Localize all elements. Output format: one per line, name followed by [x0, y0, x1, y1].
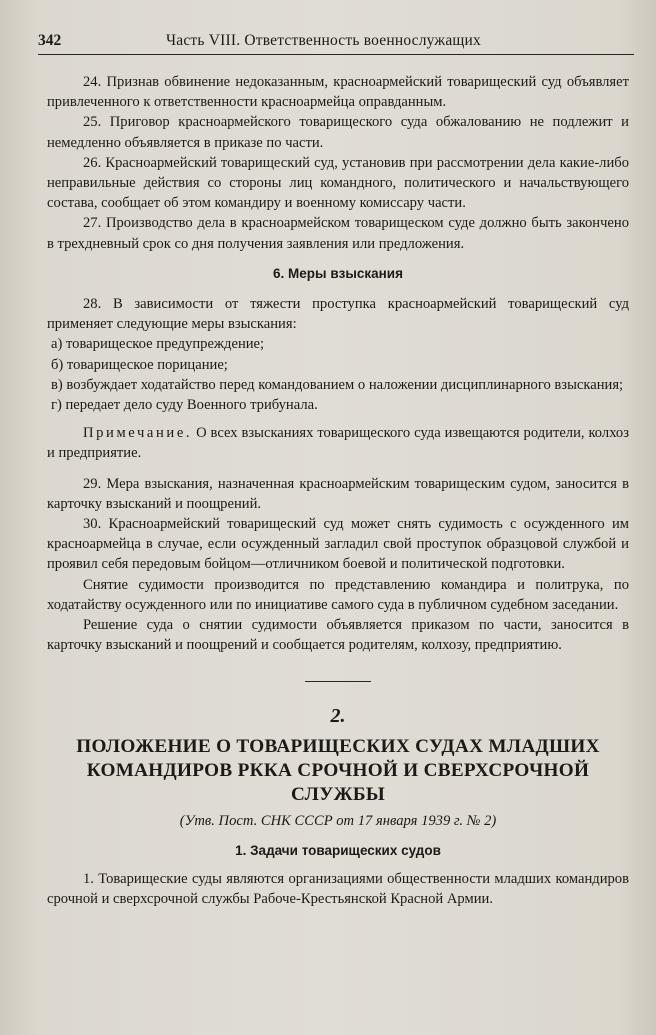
paragraph-25: 25. Приговор красноармейского товарищеского суда обжалованию не подлежит и немедленно объявляется в приказе по части.: [47, 114, 629, 151]
note-label: Примечание.: [83, 425, 193, 442]
list-item: в) возбуждает ходатайство перед командованием о наложении дисциплинарного взыскания;: [51, 376, 624, 393]
note-text: О всех взысканиях товарищеского суда извещаются родители, колхоз и предприятие.: [47, 425, 629, 462]
paragraph-29: 29. Мера взыскания, назначенная красноармейским товарищеским судом, заносится в карточку взысканий и поощрений.: [47, 475, 629, 512]
page-header: [38, 30, 634, 55]
list-item: г) передает дело суду Военного трибунала.: [51, 397, 318, 414]
list-item: а) товарищеское предупреждение;: [51, 336, 265, 353]
paragraph-27: 27. Производство дела в красноармейском товарищеском суде должно быть закончено в трехдневный срок со дня получения заявления или предложения.: [47, 215, 629, 252]
paragraph-24: 24. Признав обвинение недоказанным, красноармейский товарищеский суд объявляет привлеченного к ответственности красноармейца оправданным.: [47, 74, 629, 111]
list-item: б) товарищеское порицание;: [51, 356, 228, 373]
section-divider: [305, 681, 371, 682]
section-2-number: 2.: [330, 705, 346, 728]
section-2-paragraph-1: 1. Товарищеские суды являются организациями общественности младших командиров срочной и сверхсрочной службы Рабоче-Крестьянской Красной Армии.: [47, 871, 629, 908]
note: [47, 423, 629, 463]
section-2-title-line-2: КОМАНДИРОВ РККА СРОЧНОЙ И СВЕРХСРОЧНОЙ СЛУЖБЫ: [86, 759, 590, 805]
paragraph-30-part-2: Снятие судимости производится по представлению командира и политрука, по ходатайству осужденного или по инициативе самого суда в публичном судебном заседании.: [47, 576, 629, 613]
paragraph-30-part-3: Решение суда о снятии судимости объявляется приказом по части, заносится в карточку взысканий и поощрений и сообщается родителям, колхозу, предприятию.: [47, 617, 629, 654]
paragraph-30: 30. Красноармейский товарищеский суд может снять судимость с осужденного им красноармейца в случае, если осужденный загладил свой проступок образцовой службой и проявил себя передовым бойцом—отличником боевой и политической подготовки.: [47, 516, 629, 573]
page-body: [47, 72, 629, 910]
paragraph-26: 26. Красноармейский товарищеский суд, установив при рассмотрении дела какие-либо неправильные действия со стороны лиц командного, политического и начальствующего состава, сообщает об этом командиру и военному комиссару части.: [47, 154, 629, 212]
page-number: 342: [38, 32, 62, 49]
section-6-heading: 6. Меры взыскания: [273, 265, 403, 281]
running-title: Часть VIII. Ответственность военнослужащих: [166, 32, 481, 49]
paragraph-28: 28. В зависимости от тяжести проступка красноармейский товарищеский суд применяет следующие меры взыскания:: [47, 296, 629, 333]
section-2-title-line-1: ПОЛОЖЕНИЕ О ТОВАРИЩЕСКИХ СУДАХ МЛАДШИХ: [76, 735, 600, 757]
section-2-subheading: 1. Задачи товарищеских судов: [235, 842, 441, 858]
approval-note: (Утв. Пост. СНК СССР от 17 января 1939 г. № 2): [179, 812, 497, 829]
